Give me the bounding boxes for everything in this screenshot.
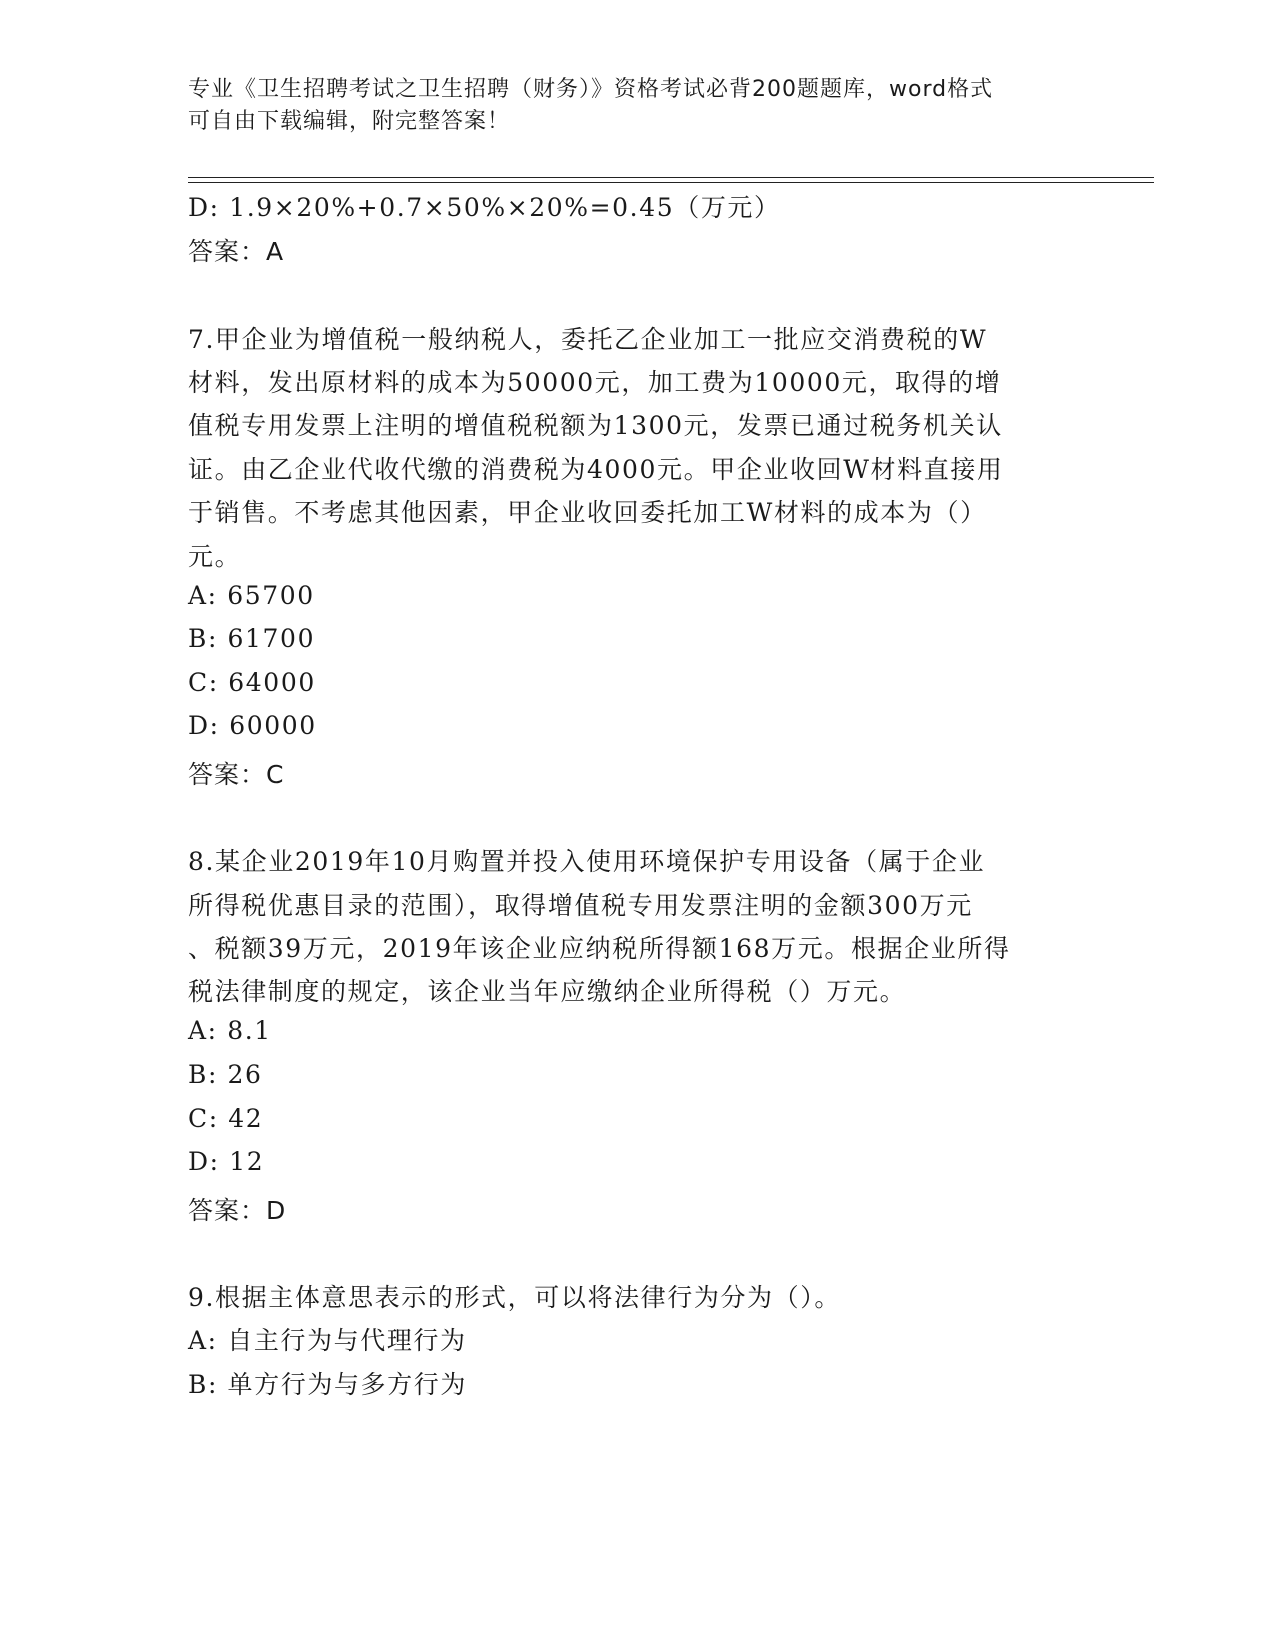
q7-option-b: B: 61700 bbox=[188, 624, 316, 653]
header-line-1: 专业《卫生招聘考试之卫生招聘（财务）》资格考试必背200题题库，word格式 bbox=[188, 77, 994, 102]
header-line-2: 可自由下载编辑，附完整答案！ bbox=[188, 109, 511, 134]
q7-text-line: 值税专用发票上注明的增值税税额为1300元，发票已通过税务机关认 bbox=[188, 411, 1003, 440]
q9-text-line: 9.根据主体意思表示的形式，可以将法律行为分为（）。 bbox=[188, 1283, 841, 1312]
q8-text-line: 所得税优惠目录的范围），取得增值税专用发票注明的金额300万元 bbox=[188, 891, 973, 920]
q9-option-a: A: 自主行为与代理行为 bbox=[188, 1326, 467, 1355]
q8-option-b: B: 26 bbox=[188, 1060, 263, 1089]
q7-text-line: 材料，发出原材料的成本为50000元，加工费为10000元，取得的增 bbox=[188, 368, 1002, 397]
q7-option-a: A: 65700 bbox=[188, 581, 315, 610]
q8-option-a: A: 8.1 bbox=[188, 1016, 272, 1045]
q9-option-b: B: 单方行为与多方行为 bbox=[188, 1370, 467, 1399]
q8-text-line: 8.某企业2019年10月购置并投入使用环境保护专用设备（属于企业 bbox=[188, 847, 986, 876]
prev-option-d: D: 1.9×20%+0.7×50%×20%=0.45（万元） bbox=[188, 193, 781, 222]
q7-answer: 答案：C bbox=[188, 760, 285, 789]
q8-answer: 答案：D bbox=[188, 1196, 287, 1225]
q7-text-line: 7.甲企业为增值税一般纳税人，委托乙企业加工一批应交消费税的W bbox=[188, 325, 988, 354]
document-header bbox=[188, 74, 1068, 138]
q7-text-line: 于销售。不考虑其他因素，甲企业收回委托加工W材料的成本为（） bbox=[188, 498, 987, 527]
q7-option-c: C: 64000 bbox=[188, 668, 316, 697]
q7-text-line: 证。由乙企业代收代缴的消费税为4000元。甲企业收回W材料直接用 bbox=[188, 455, 1004, 484]
q7-option-d: D: 60000 bbox=[188, 711, 317, 740]
q8-text-line: 税法律制度的规定，该企业当年应缴纳企业所得税（）万元。 bbox=[188, 977, 907, 1006]
q8-text-line: 、税额39万元，2019年该企业应纳税所得额168万元。根据企业所得 bbox=[188, 934, 1011, 963]
q8-option-c: C: 42 bbox=[188, 1104, 264, 1133]
prev-answer: 答案：A bbox=[188, 237, 285, 266]
q7-text-line: 元。 bbox=[188, 542, 242, 571]
q8-option-d: D: 12 bbox=[188, 1147, 265, 1176]
header-rule-bottom bbox=[188, 182, 1154, 183]
header-rule-top bbox=[188, 177, 1154, 178]
